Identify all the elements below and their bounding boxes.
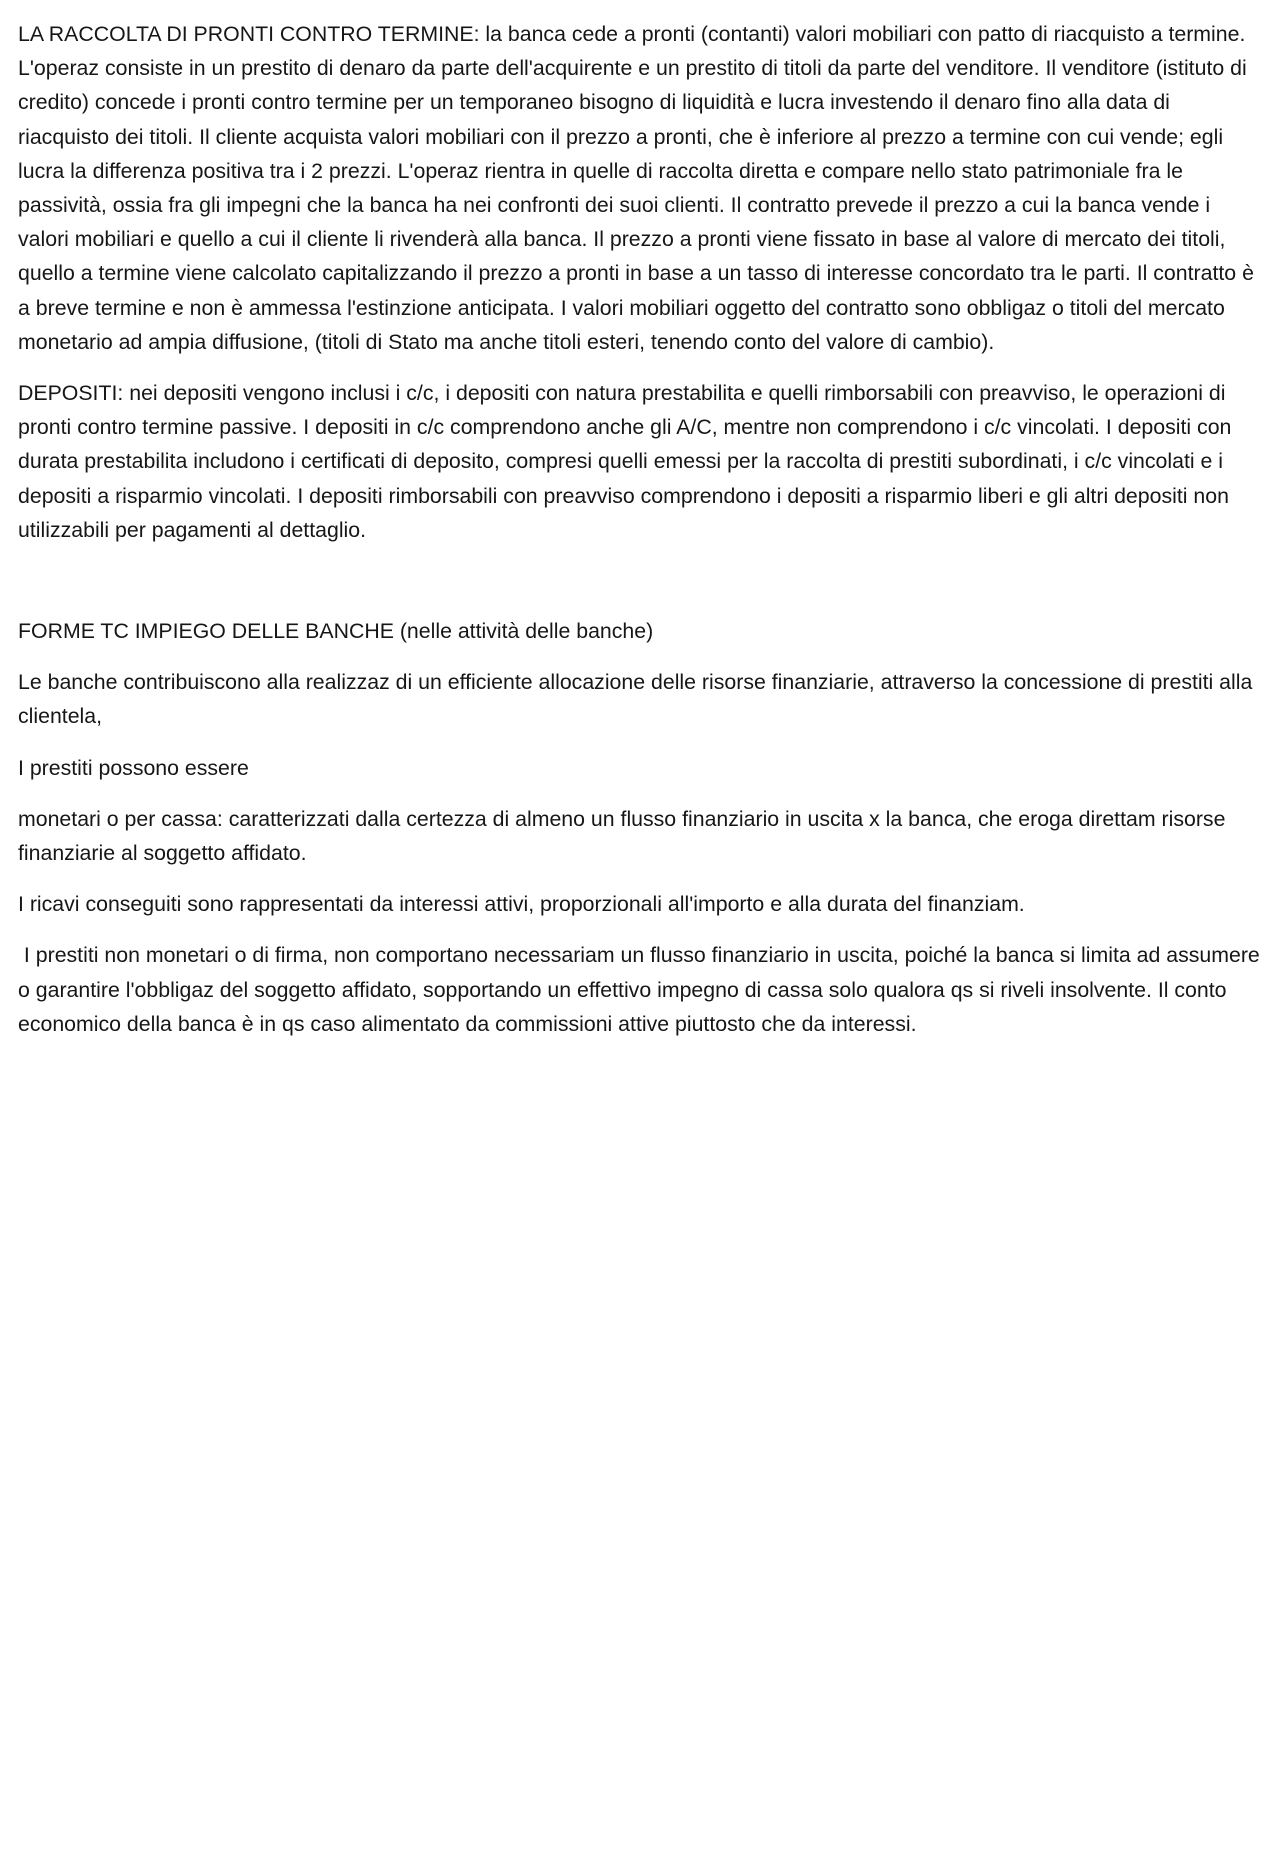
paragraph-prestiti-intro: I prestiti possono essere: [18, 755, 249, 780]
section-heading-forme-impiego: FORME TC IMPIEGO DELLE BANCHE (nelle attività delle banche): [18, 619, 654, 644]
section-spacer: [18, 564, 1264, 614]
paragraph-intro-impieghi: Le banche contribuiscono alla realizzaz di un efficiente allocazione delle risorse finanziarie, attraverso la concessione di prestiti alla clientela,: [18, 670, 1259, 729]
paragraph-ricavi: I ricavi conseguiti sono rappresentati da interessi attivi, proporzionali all'importo e alla durata del finanziam.: [18, 892, 1025, 917]
document-page: [18, 17, 1264, 1058]
paragraph-prestiti-firma: I prestiti non monetari o di firma, non comportano necessariam un flusso finanziario in uscita, poiché la banca si limita ad assumere o garantire l'obbligaz del soggetto affidato, sopportando un effettivo impegno di cassa solo qualora qs si riveli insolvente. Il conto economico della banca è in qs caso alimentato da commissioni attive piuttosto che da interessi.: [18, 943, 1266, 1036]
paragraph-pronti-contro-termine: LA RACCOLTA DI PRONTI CONTRO TERMINE: la banca cede a pronti (contanti) valori mobiliari con patto di riacquisto a termine. L'operaz consiste in un prestito di denaro da parte dell'acquirente e un prestito di titoli da parte del venditore. Il venditore (istituto di credito) concede i pronti contro termine per un temporaneo bisogno di liquidità e lucra investendo il denaro fino alla data di riacquisto dei titoli. Il cliente acquista valori mobiliari con il prezzo a pronti, che è inferiore al prezzo a termine con cui vende; egli lucra la differenza positiva tra i 2 prezzi. L'operaz rientra in quelle di raccolta diretta e compare nello stato patrimoniale fra le passività, ossia fra gli impegni che la banca ha nei confronti dei suoi clienti. Il contratto prevede il prezzo a cui la banca vende i valori mobiliari e quello a cui il cliente li rivenderà alla banca. Il prezzo a pronti viene fissato in base al valore di mercato dei titoli, quello a termine viene calcolato capitalizzando il prezzo a pronti in base a un tasso di interesse concordato tra le parti. Il contratto è a breve termine e non è ammessa l'estinzione anticipata. I valori mobiliari oggetto del contratto sono obbligaz o titoli del mercato monetario ad ampia diffusione, (titoli di Stato ma anche titoli esteri, tenendo conto del valore di cambio).: [18, 22, 1260, 354]
paragraph-depositi: DEPOSITI: nei depositi vengono inclusi i c/c, i depositi con natura prestabilita e quelli rimborsabili con preavviso, le operazioni di pronti contro termine passive. I depositi in c/c comprendono anche gli A/C, mentre non comprendono i c/c vincolati. I depositi con durata prestabilita includono i certificati di deposito, compresi quelli emessi per la raccolta di prestiti subordinati, i c/c vincolati e i depositi a risparmio vincolati. I depositi rimborsabili con preavviso comprendono i depositi a risparmio liberi e gli altri depositi non utilizzabili per pagamenti al dettaglio.: [18, 381, 1238, 542]
paragraph-prestiti-monetari: monetari o per cassa: caratterizzati dalla certezza di almeno un flusso finanziario in uscita x la banca, che eroga direttam risorse finanziarie al soggetto affidato.: [18, 806, 1232, 866]
